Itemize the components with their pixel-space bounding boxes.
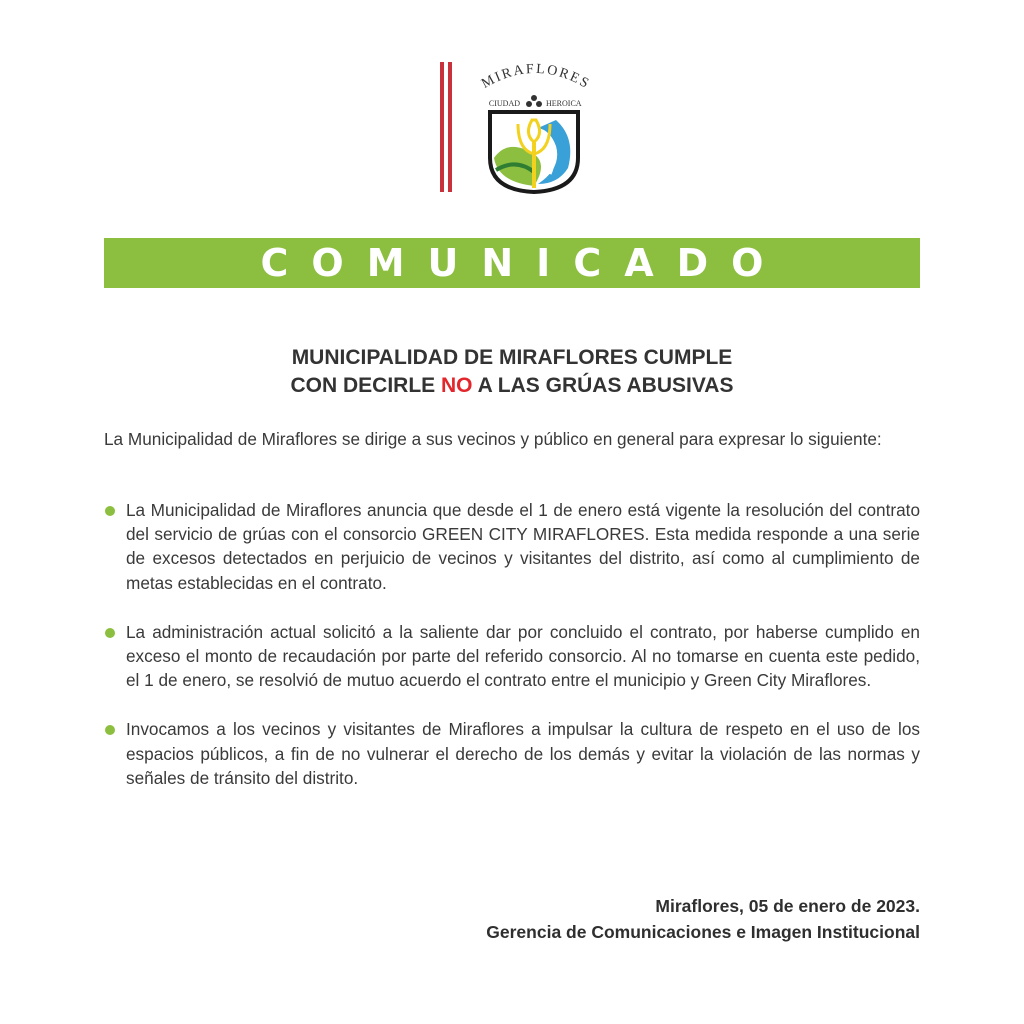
bullet-dot-icon: [105, 628, 115, 638]
red-bar-right: [448, 62, 452, 192]
red-bar-left: [440, 62, 444, 192]
miraflores-crest-icon: [438, 58, 608, 198]
bullet-list: [104, 498, 920, 815]
logo-subtitle-right: HEROICA: [546, 99, 582, 108]
headline: [104, 344, 920, 400]
bullet-dot-icon: [105, 725, 115, 735]
logo-dots-icon: [526, 95, 542, 107]
headline-highlight: NO: [441, 374, 473, 397]
logo-arc-text: MIRAFLORES: [479, 61, 593, 93]
bullet-text: La administración actual solicitó a la saliente dar por concluido el contrato, por haberse cumplido en exceso el monto de recaudación por parte del referido consorcio. Al no tomarse en cuenta este pedido, el 1 de enero, se resolvió de mutuo acuerdo el contrato entre el municipio y Green City Miraflores.: [126, 621, 920, 691]
headline-line-2-after: A LAS GRÚAS ABUSIVAS: [472, 374, 734, 397]
headline-line-2-before: CON DECIRLE: [290, 374, 442, 397]
bullet-text: La Municipalidad de Miraflores anuncia que desde el 1 de enero está vigente la resolución del contrato del servicio de grúas con el consorcio GREEN CITY MIRAFLORES. Esta medida responde a una serie de excesos detectados en perjuicio de vecinos y visitantes del distrito, así como al cumplimiento de metas establecidas en el contrato.: [126, 500, 920, 593]
bullet-dot-icon: [105, 506, 115, 516]
municipal-logo: [438, 58, 608, 198]
list-item: [104, 717, 920, 790]
list-item: [104, 498, 920, 595]
bullet-text: Invocamos a los vecinos y visitantes de Miraflores a impulsar la cultura de respeto en el uso de los espacios públicos, a fin de no vulnerar el derecho de los demás y evitar la violación de las normas y señales de tránsito del distrito.: [126, 719, 920, 788]
banner-title: COMUNICADO: [260, 241, 787, 285]
intro-paragraph: La Municipalidad de Miraflores se dirige a sus vecinos y público en general para expresar lo siguiente:: [104, 429, 882, 449]
issuing-office: Gerencia de Comunicaciones e Imagen Institucional: [486, 922, 920, 942]
comunicado-banner: [104, 238, 920, 288]
logo-subtitle-left: CIUDAD: [488, 99, 520, 108]
shield-icon: [490, 112, 578, 192]
headline-line-2: [104, 372, 920, 400]
place-date: Miraflores, 05 de enero de 2023.: [655, 896, 920, 916]
signature-block: [320, 893, 920, 945]
headline-line-1: MUNICIPALIDAD DE MIRAFLORES CUMPLE: [291, 346, 733, 369]
list-item: [104, 620, 920, 693]
